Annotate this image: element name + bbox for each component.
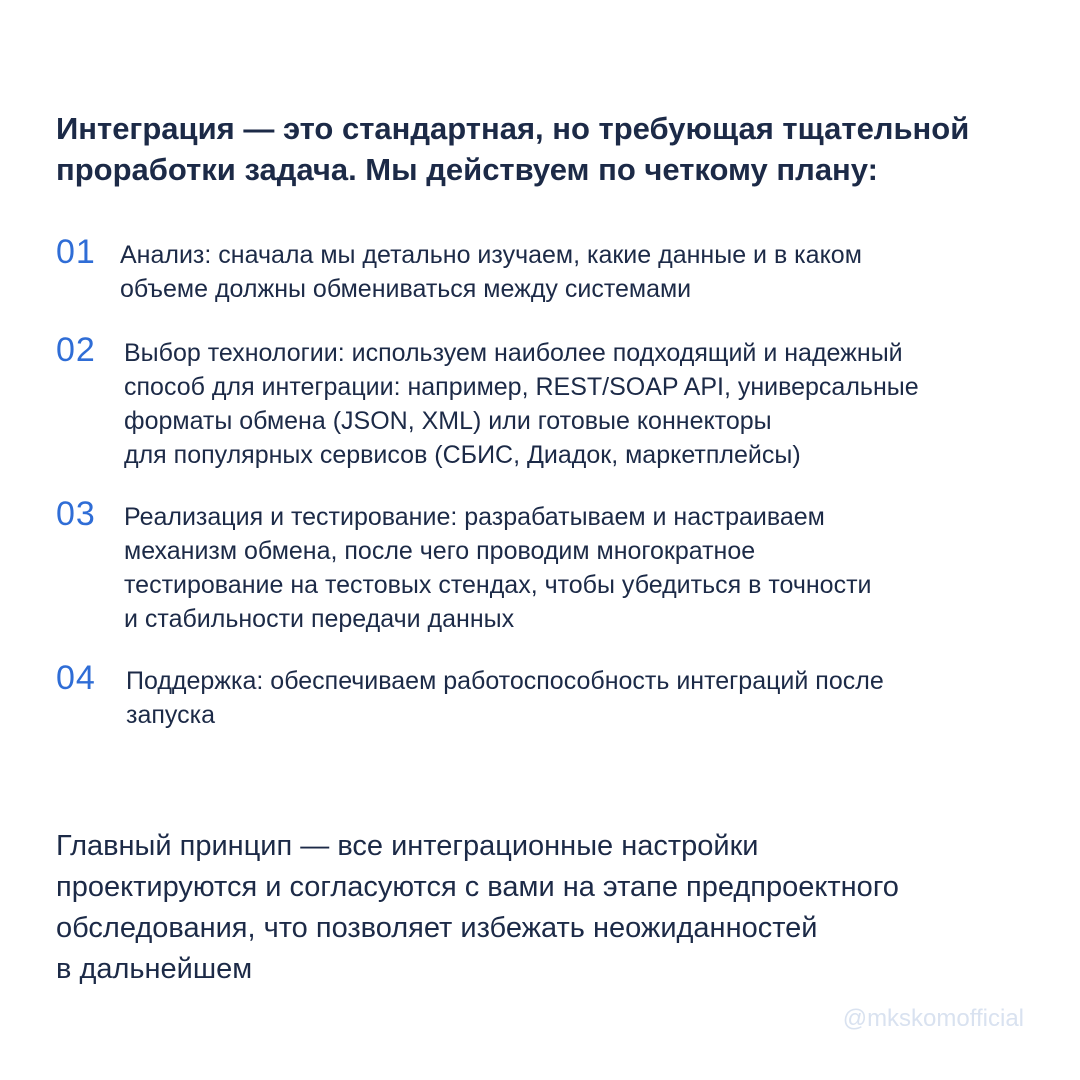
step-number: 01 bbox=[56, 233, 96, 271]
main-principle-text: Главный принцип — все интеграционные настройки проектируются и согласуются с вами на этапе предпроектного обследования, что позволяет избежать неожиданностей в дальнейшем bbox=[56, 830, 899, 985]
step-number: 02 bbox=[56, 331, 96, 369]
step-text: Реализация и тестирование: разрабатываем и настраиваем механизм обмена, после чего проводим многократное тестирование на тестовых стендах, чтобы убедиться в точности и стабильности передачи данных bbox=[124, 503, 872, 633]
step-text: Поддержка: обеспечиваем работоспособность интеграций после запуска bbox=[126, 667, 884, 729]
step-number: 03 bbox=[56, 495, 96, 533]
intro-heading: Интеграция — это стандартная, но требующая тщательной проработки задача. Мы действуем по четкому плану: bbox=[56, 111, 970, 187]
social-handle: @mkskomofficial bbox=[842, 1005, 1024, 1032]
step-number: 04 bbox=[56, 659, 96, 697]
step-text: Выбор технологии: используем наиболее подходящий и надежный способ для интеграции: например, REST/SOAP API, универсальные форматы обмена (JSON, XML) или готовые коннекторы для популярных сервисов (СБИС, Диадок, маркетплейсы) bbox=[124, 339, 919, 469]
step-text: Анализ: сначала мы детально изучаем, какие данные и в каком объеме должны обмениваться между системами bbox=[120, 241, 862, 303]
